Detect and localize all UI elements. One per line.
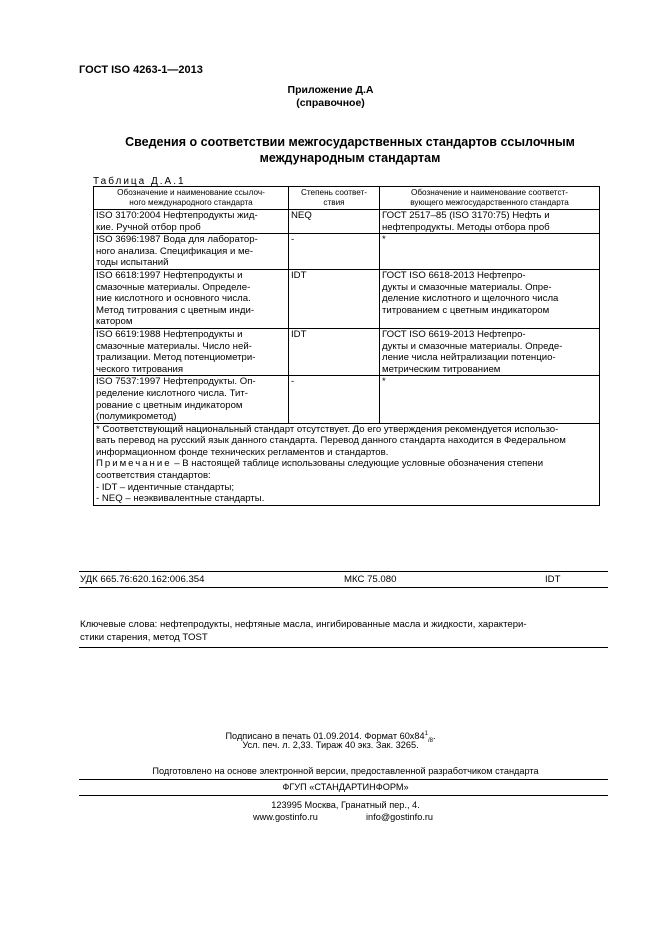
udk-code: УДК 665.76:620.162:006.354 (80, 574, 205, 585)
cell-national: * (380, 234, 600, 270)
keywords (80, 619, 610, 644)
cell-degree: NEQ (289, 210, 380, 234)
cell-international: ISO 3170:2004 Нефтепродукты жид- кие. Ручной отбор проб (94, 210, 289, 234)
table-row (94, 328, 600, 375)
note-line: соответствия стандартов: (96, 470, 211, 482)
divider (79, 587, 608, 588)
footnote-line: * Соответствующий национальный стандарт отсутствует. До его утверждения рекомендуется использо- (96, 423, 559, 435)
publisher-name: ФГУП «СТАНДАРТИНФОРМ» (282, 782, 409, 792)
header-international: Обозначение и наименование ссылоч- ного международного стандарта (94, 187, 289, 210)
divider (79, 795, 608, 796)
mks-code: МКС 75.080 (344, 574, 397, 585)
cell-degree: - (289, 376, 380, 423)
cell-degree: - (289, 234, 380, 270)
publisher-address: 123995 Москва, Гранатный пер., 4. (271, 800, 420, 810)
appendix-title: Приложение Д.А (287, 84, 374, 96)
cell-national: ГОСТ ISO 6619-2013 Нефтепро- дукты и смазочные материалы. Опреде- ление числа нейтрализации потенцио- метрическим титрованием (380, 328, 600, 375)
print-info: Усл. печ. л. 2,33. Тираж 40 экз. Зак. 3265. (242, 740, 419, 750)
note-line: – В настоящей таблице использованы следующие условные обозначения степени (174, 458, 544, 470)
table-row (94, 376, 600, 423)
appendix-heading (0, 84, 661, 110)
cell-degree: IDT (289, 269, 380, 328)
cell-international: ISO 6618:1997 Нефтепродукты и смазочные материалы. Определе- ние кислотного и основного числа. Метод титрования с цветным инди- катором (94, 269, 289, 328)
document-id: ГОСТ ISO 4263-1—2013 (79, 64, 203, 76)
publisher-email[interactable]: info@gostinfo.ru (366, 812, 434, 822)
divider (79, 571, 608, 572)
cell-national: ГОСТ ISO 6618-2013 Нефтепро- дукты и смазочные материалы. Опре- деление кислотного и щелочного числа титрованием с цветным индикатором (380, 269, 600, 328)
appendix-subtitle: (справочное) (296, 97, 365, 109)
note-label: Примечание (96, 458, 172, 470)
cell-international: ISO 3696:1987 Вода для лаборатор- ного анализа. Спецификация и ме- тоды испытаний (94, 234, 289, 270)
section-title (90, 134, 610, 166)
divider (79, 779, 608, 780)
keywords-line: Ключевые слова: нефтепродукты, нефтяные масла, ингибированные масла и жидкости, характери- (80, 619, 527, 630)
note-line: - NEQ – неэквивалентные стандарты. (96, 493, 265, 505)
correspondence-table (93, 186, 600, 506)
table-row (94, 269, 600, 328)
print-signed: Подписано в печать 01.09.2014. Формат $60x84^1_{/8}$. (225, 731, 436, 744)
prepared-note: Подготовлено на основе электронной версии, предоставленной разработчиком стандарта (152, 766, 539, 776)
cell-international: ISO 6619:1988 Нефтепродукты и смазочные материалы. Число ней- трализации. Метод потенциометри- ческого титрования (94, 328, 289, 375)
degree-code: IDT (545, 574, 561, 585)
table-notes-row (94, 423, 600, 505)
section-title-line: международным стандартам (259, 151, 441, 165)
keywords-line: стики старения, метод TOST (80, 631, 208, 643)
table-row (94, 210, 600, 234)
cell-international: ISO 7537:1997 Нефтепродукты. Оп- ределение кислотного числа. Тит- рование с цветным индикатором (полумикрометод) (94, 376, 289, 423)
header-degree: Степень соответ- ствия (289, 187, 380, 210)
publisher-website[interactable]: www.gostinfo.ru (253, 812, 318, 822)
cell-national: ГОСТ 2517–85 (ISO 3170:75) Нефть и нефтепродукты. Методы отбора проб (380, 210, 600, 234)
section-title-line: Сведения о соответствии межгосударственных стандартов ссылочным (125, 135, 575, 149)
footnote-line: информационном фонде технических регламентов и стандартов. (96, 446, 389, 458)
table-notes (94, 423, 600, 505)
note-line: - IDT – идентичные стандарты; (96, 481, 235, 493)
divider (79, 647, 608, 648)
footnote-line: вать перевод на русский язык данного стандарта. Перевод данного стандарта находится в Федеральном (96, 435, 566, 447)
header-national: Обозначение и наименование соответст- вующего межгосударственного стандарта (380, 187, 600, 210)
cell-national: * (380, 376, 600, 423)
table-caption: Таблица Д.А.1 (93, 176, 186, 187)
table-header-row (94, 187, 600, 210)
table-row (94, 234, 600, 270)
cell-degree: IDT (289, 328, 380, 375)
